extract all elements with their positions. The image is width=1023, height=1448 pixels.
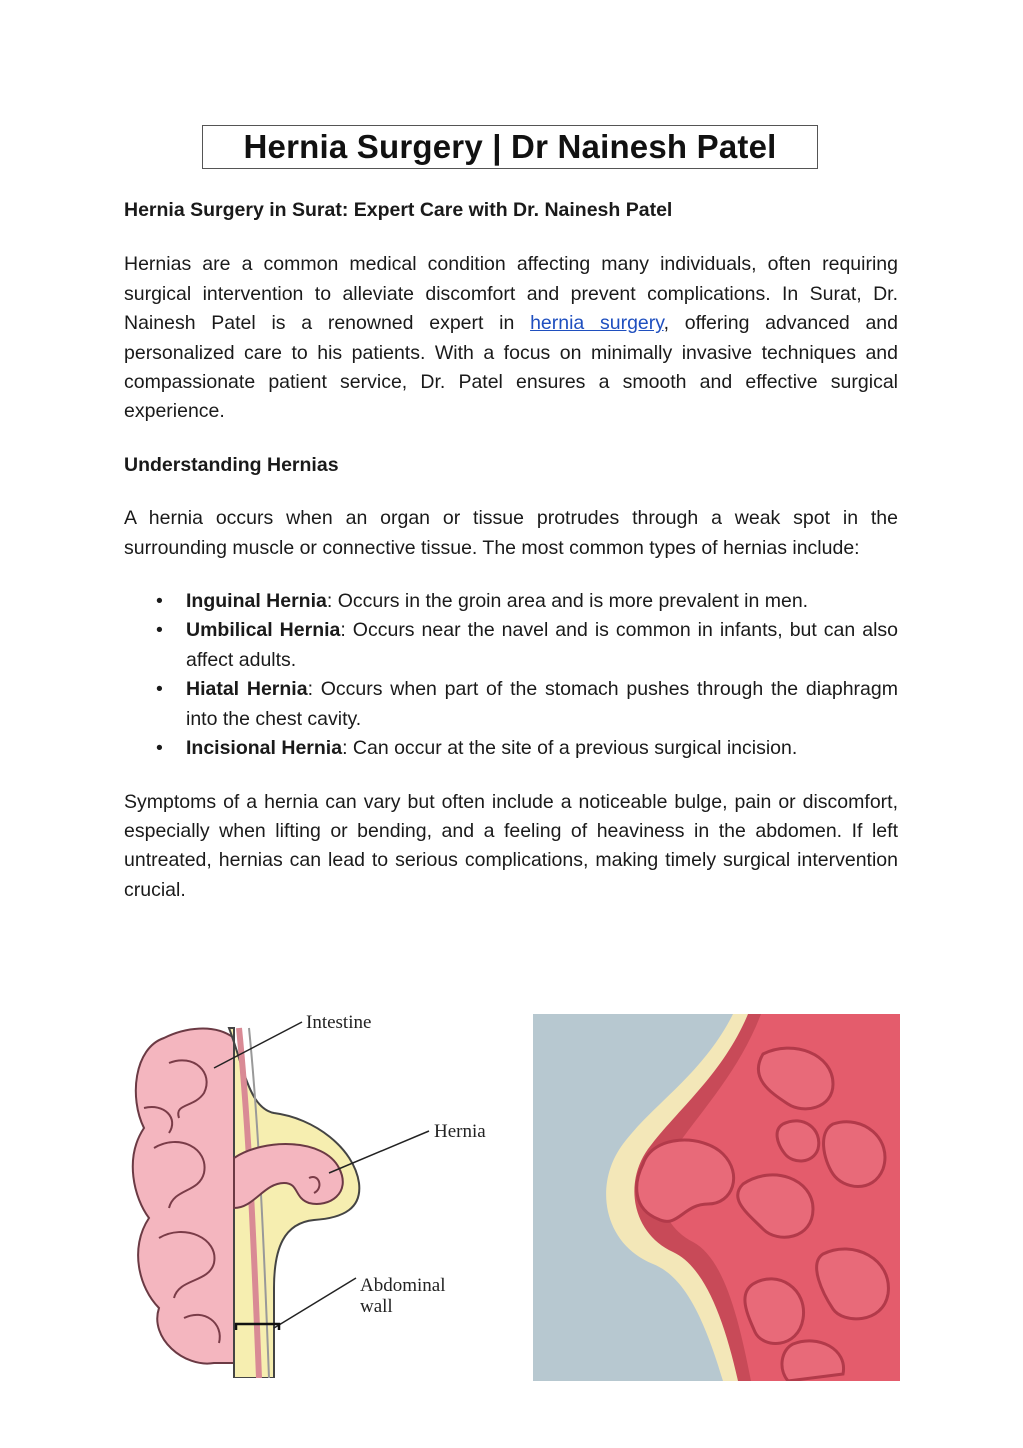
- hernia-type-desc: : Occurs near the navel and is common in infants, but can also affect adults.: [186, 619, 898, 671]
- hernia-type-name: Umbilical Hernia: [186, 619, 341, 642]
- understanding-paragraph: A hernia occurs when an organ or tissue protrudes through a weak spot in the surrounding muscle or connective tissue. The most common types of hernias include:: [124, 507, 898, 559]
- list-item: [124, 587, 898, 616]
- hernia-type-name: Hiatal Hernia: [186, 678, 308, 701]
- intro-paragraph: [124, 250, 898, 426]
- hernia-surgery-link[interactable]: hernia surgery: [530, 312, 664, 335]
- hernia-diagram: [124, 1008, 524, 1378]
- hernia-type-desc: : Occurs in the groin area and is more prevalent in men.: [326, 590, 809, 613]
- list-item: [124, 616, 898, 675]
- title-box: [202, 125, 818, 169]
- intro-text-after: , offering advanced and personalized care to his patients. With a focus on minimally invasive techniques and compassionate patient service, Dr. Patel ensures a smooth and effective surgical experience.: [124, 312, 898, 423]
- hernia-type-desc: : Can occur at the site of a previous surgical incision.: [342, 737, 798, 760]
- list-item: [124, 675, 898, 734]
- hernia-type-name: Incisional Hernia: [186, 737, 343, 760]
- page-title: Hernia Surgery | Dr Nainesh Patel: [243, 128, 777, 165]
- article-body: [124, 196, 898, 905]
- label-abdominal: Abdominal: [360, 1275, 446, 1296]
- understanding-heading: Understanding Hernias: [124, 453, 339, 476]
- intestine-illustration: [133, 1029, 234, 1364]
- hernia-type-name: Inguinal Hernia: [186, 590, 327, 613]
- label-wall: wall: [360, 1296, 393, 1317]
- hernia-color-illustration: [533, 1014, 900, 1381]
- list-item: [124, 734, 898, 763]
- label-intestine: Intestine: [306, 1012, 372, 1033]
- intro-text-before: Hernias are a common medical condition affecting many individuals, often requiring surgical intervention to alleviate discomfort and prevent complications. In Surat, Dr. Nainesh Patel is a renowned expert in: [124, 253, 898, 335]
- label-hernia: Hernia: [434, 1121, 486, 1142]
- article-subtitle: Hernia Surgery in Surat: Expert Care with Dr. Nainesh Patel: [124, 199, 673, 221]
- symptoms-paragraph: Symptoms of a hernia can vary but often include a noticeable bulge, pain or discomfort, especially when lifting or bending, and a feeling of heaviness in the abdomen. If left untreated, hernias can lead to serious complications, making timely surgical intervention crucial.: [124, 790, 898, 901]
- wall-leader: [274, 1278, 356, 1328]
- hernia-types-list: [124, 587, 898, 763]
- hernia-type-desc: : Occurs when part of the stomach pushes through the diaphragm into the chest cavity.: [186, 678, 898, 730]
